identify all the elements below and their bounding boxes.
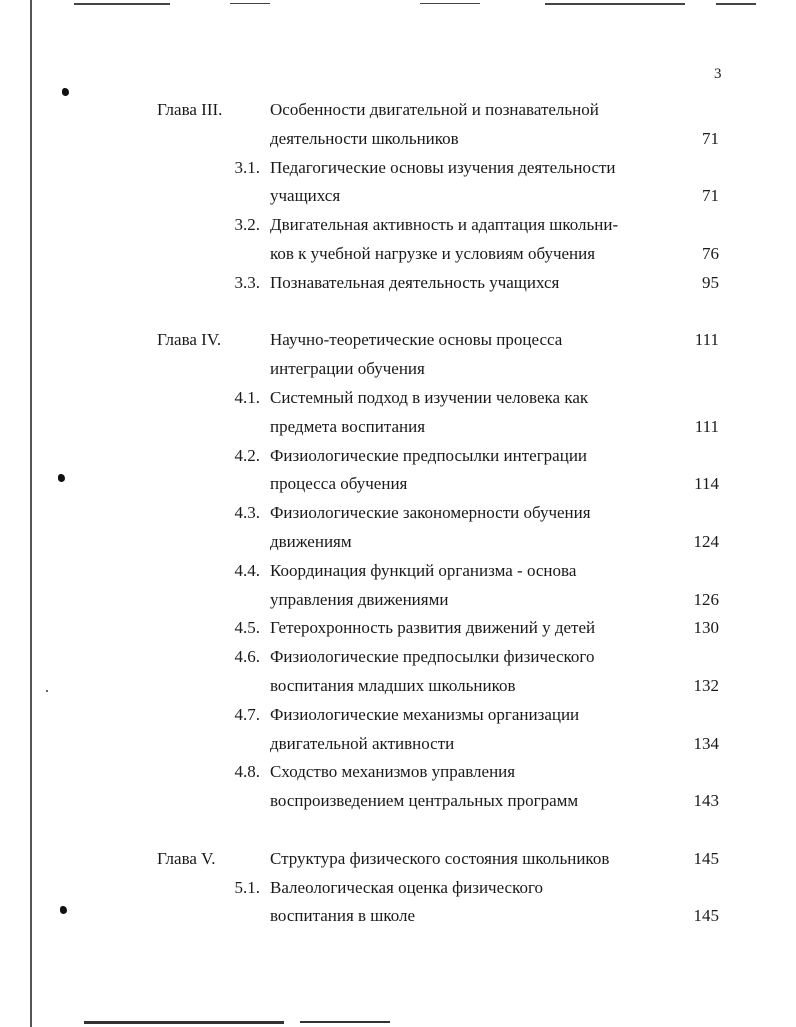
section-number: 4.4. <box>234 560 260 580</box>
toc-line <box>0 874 796 903</box>
page-ref: 95 <box>702 272 719 292</box>
toc-line <box>0 499 796 528</box>
entry-title-line: Особенности двигательной и познавательной <box>270 100 599 119</box>
entry-title-line: Физиологические предпосылки интеграции <box>270 445 588 465</box>
toc-line <box>0 240 796 269</box>
section-number: 3.3. <box>234 272 260 292</box>
entry-title-line: Познавательная деятельность учащихся <box>270 272 560 292</box>
entry-title-line: ков к учебной нагрузке и условиям обучения <box>270 243 596 263</box>
page-ref: 145 <box>693 906 719 926</box>
section-number: 4.1. <box>234 387 260 407</box>
section-number: 4.6. <box>234 647 260 667</box>
toc-line <box>0 96 796 125</box>
entry-title-line: интеграции обучения <box>270 359 425 379</box>
scan-edge-top-4 <box>545 3 685 5</box>
page-ref: 71 <box>702 186 719 206</box>
section-number: 5.1. <box>234 877 260 897</box>
toc-line <box>0 586 796 615</box>
toc-line <box>0 355 796 384</box>
section-number: 4.8. <box>234 762 260 782</box>
page-ref: 76 <box>702 243 719 263</box>
toc-line <box>0 643 796 672</box>
page-ref: 111 <box>694 330 719 350</box>
toc-line <box>0 701 796 730</box>
toc-line <box>0 787 796 816</box>
scan-edge-top-2 <box>230 3 270 4</box>
scan-edge-top-5 <box>716 3 756 5</box>
page-ref: 71 <box>702 128 719 148</box>
entry-title-line: воспроизведением центральных программ <box>270 791 579 811</box>
chapter-label: Глава V. <box>157 848 216 868</box>
entry-title-line: Педагогические основы изучения деятельности <box>270 157 616 177</box>
page-ref: 114 <box>694 474 719 494</box>
page-number: 3 <box>714 66 722 82</box>
entry-title-line: Научно-теоретические основы процесса <box>270 330 563 350</box>
toc-line <box>0 269 796 298</box>
entry-title-line: деятельности школьников <box>270 128 459 148</box>
section-number: 4.3. <box>234 503 260 523</box>
entry-title-line: Валеологическая оценка физического <box>270 877 544 897</box>
entry-title-line: управления движениями <box>270 589 449 609</box>
chapter-spacer <box>0 816 796 845</box>
toc-line <box>0 902 796 931</box>
toc-line <box>0 182 796 211</box>
entry-title-line: процесса обучения <box>270 474 408 494</box>
toc-line <box>0 326 796 355</box>
page-ref: 145 <box>693 848 719 868</box>
page-ref: 130 <box>693 618 719 638</box>
page-ref: 124 <box>693 531 719 551</box>
scan-edge-top-3 <box>420 3 480 4</box>
toc-line <box>0 384 796 413</box>
toc-line <box>0 557 796 586</box>
entry-title-line: Структура физического состояния школьников <box>270 848 610 868</box>
section-number: 4.5. <box>234 618 260 638</box>
toc-line <box>0 845 796 874</box>
toc-line <box>0 528 796 557</box>
entry-title-line: Физиологические закономерности обучения <box>270 503 591 523</box>
scan-edge-top-1 <box>74 3 170 5</box>
chapter-label: Глава IV. <box>157 330 222 350</box>
entry-title-line: движениям <box>270 531 352 551</box>
toc-line <box>0 730 796 759</box>
page-ref: 111 <box>694 416 719 436</box>
section-number: 4.7. <box>234 704 260 724</box>
toc-line <box>0 413 796 442</box>
toc-line <box>0 758 796 787</box>
chapter-spacer <box>0 298 796 327</box>
section-number: 3.1. <box>234 157 260 177</box>
scan-speck <box>62 88 69 96</box>
entry-title-line: Гетерохронность развития движений у детей <box>270 618 596 638</box>
entry-title-line: Сходство механизмов управления <box>270 762 516 782</box>
page-ref: 143 <box>693 791 719 811</box>
toc-line <box>0 125 796 154</box>
toc-line <box>0 672 796 701</box>
table-of-contents <box>0 96 796 931</box>
toc-line <box>0 211 796 240</box>
entry-title-line: Системный подход в изучении человека как <box>270 387 589 407</box>
entry-title-line: Физиологические механизмы организации <box>270 704 580 724</box>
entry-title-line: Физиологические предпосылки физического <box>270 647 595 667</box>
entry-title-line: Координация функций организма - основа <box>270 560 577 580</box>
toc-line <box>0 614 796 643</box>
entry-title-line: двигательной активности <box>270 733 455 753</box>
toc-line <box>0 154 796 183</box>
page-ref: 134 <box>693 733 719 753</box>
section-number: 3.2. <box>234 215 260 235</box>
chapter-label: Глава III. <box>157 100 223 119</box>
section-number: 4.2. <box>234 445 260 465</box>
entry-title-line: воспитания младших школьников <box>270 675 516 695</box>
entry-title-line: учащихся <box>270 186 341 206</box>
scan-edge-bottom-1 <box>84 1021 284 1024</box>
page-ref: 126 <box>693 589 719 609</box>
scan-edge-bottom-2 <box>300 1021 390 1023</box>
page-ref: 132 <box>693 675 719 695</box>
entry-title-line: предмета воспитания <box>270 416 426 436</box>
toc-line <box>0 442 796 471</box>
entry-title-line: воспитания в школе <box>270 906 416 926</box>
toc-line <box>0 470 796 499</box>
entry-title-line: Двигательная активность и адаптация школьни- <box>270 215 619 235</box>
